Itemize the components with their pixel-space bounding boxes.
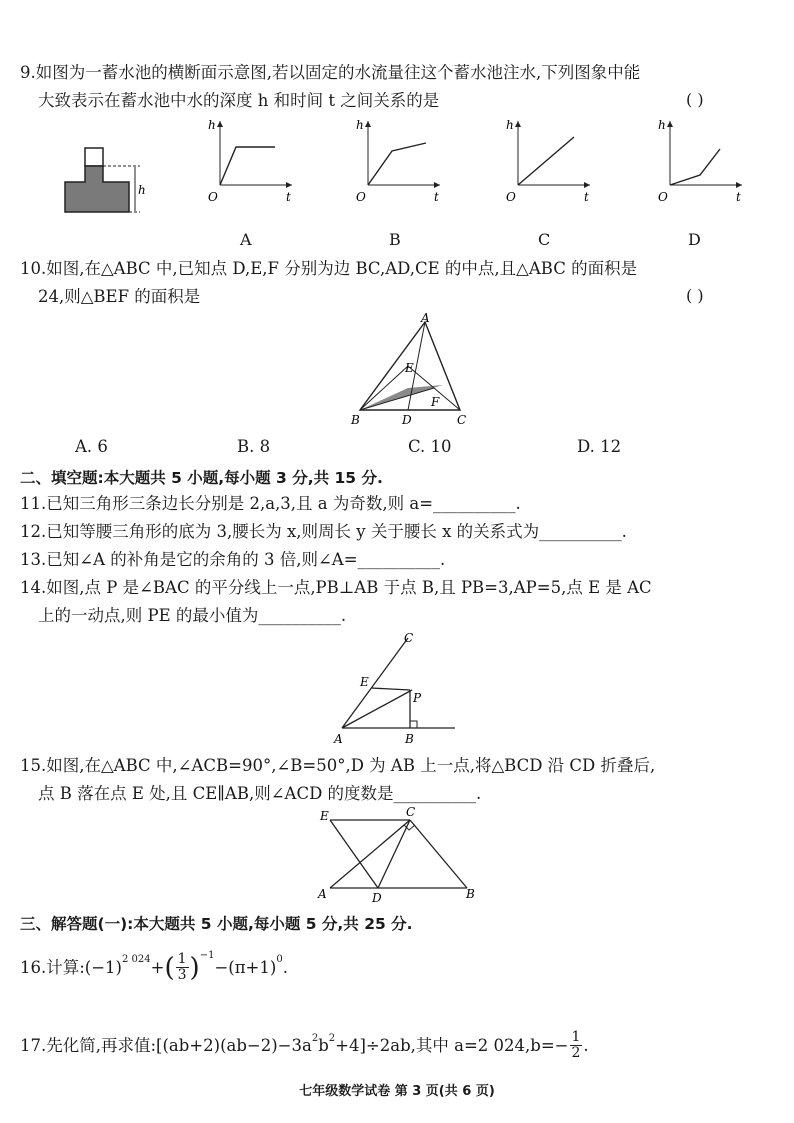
q17-sup2: 2 bbox=[328, 1032, 336, 1044]
graph-c bbox=[498, 115, 598, 220]
segment-be bbox=[360, 366, 408, 410]
graph-b bbox=[348, 115, 448, 220]
q10-figure bbox=[345, 312, 475, 430]
q14-point-b: B bbox=[405, 732, 414, 746]
segment-ac bbox=[330, 820, 410, 888]
section-2-heading: 二、填空题:本大题共 5 小题,每小题 3 分,共 15 分. bbox=[20, 469, 383, 487]
graph-a bbox=[200, 115, 300, 220]
q10-line2: 24,则△BEF 的面积是 bbox=[38, 287, 201, 306]
q15-point-b: B bbox=[466, 887, 475, 901]
page-footer: 七年级数学试卷 第 3 页(共 6 页) bbox=[299, 1084, 495, 1099]
pool-water bbox=[65, 166, 129, 212]
q17-frac-num: 1 bbox=[571, 1029, 581, 1045]
graph-b-y-arrow bbox=[365, 121, 371, 127]
q16-end: . bbox=[282, 957, 288, 977]
pool-figure bbox=[55, 140, 160, 220]
graph-d-y-arrow bbox=[667, 121, 673, 127]
pool-h-label: h bbox=[138, 183, 146, 197]
graph-b-x-arrow bbox=[434, 182, 440, 188]
q10-line1: 10.如图,在△ABC 中,已知点 D,E,F 分别为边 BC,AD,CE 的中点,且△ABC 的面积是 bbox=[20, 259, 638, 278]
option-a-label: A bbox=[240, 230, 252, 249]
q9-answer-paren: ( ) bbox=[686, 90, 704, 109]
q14-line1: 14.如图,点 P 是∠BAC 的平分线上一点,PB⊥AB 于点 B,且 PB=3,AP=5,点 E 是 AC bbox=[20, 578, 652, 597]
q10-point-e: E bbox=[405, 361, 414, 375]
q10-choice-d: D. 12 bbox=[577, 437, 622, 456]
q17-sup1: 2 bbox=[311, 1032, 319, 1044]
q14-line2: 上的一动点,则 PE 的最小值为__________. bbox=[38, 606, 347, 625]
graph-a-h: h bbox=[208, 118, 216, 132]
q10-point-d: D bbox=[402, 413, 412, 427]
q17-frac-den: 2 bbox=[571, 1045, 581, 1061]
q17-mid2: +4]÷2ab,其中 a=2 024,b=− bbox=[335, 1035, 569, 1055]
q15-point-e: E bbox=[320, 809, 329, 823]
q10-answer-paren: ( ) bbox=[686, 286, 704, 305]
graph-c-t: t bbox=[584, 190, 589, 204]
q13-text: 13.已知∠A 的补角是它的余角的 3 倍,则∠A=__________. bbox=[20, 550, 446, 569]
q9-line2: 大致表示在蓄水池中水的深度 h 和时间 t 之间关系的是 bbox=[38, 91, 440, 110]
q14-point-e: E bbox=[360, 675, 369, 689]
graph-b-o: O bbox=[356, 190, 366, 204]
segment-ep bbox=[371, 688, 410, 690]
q10-choice-c: C. 10 bbox=[408, 437, 452, 456]
graph-d-curve bbox=[670, 149, 720, 185]
q12-text: 12.已知等腰三角形的底为 3,腰长为 x,则周长 y 关于腰长 x 的关系式为__________. bbox=[20, 522, 627, 541]
q14-point-c: C bbox=[404, 631, 414, 645]
segment-cd bbox=[378, 820, 410, 888]
q15-point-d: D bbox=[372, 891, 382, 905]
graph-a-y-arrow bbox=[217, 121, 223, 127]
q17-text: 17.先化简,再求值:[(ab+2)(ab−2)−3a bbox=[20, 1035, 312, 1055]
q15-line1: 15.如图,在△ABC 中,∠ACB=90°,∠B=50°,D 为 AB 上一点,将△BCD 沿 CD 折叠后, bbox=[20, 756, 656, 775]
q16-exp3: 0 bbox=[276, 953, 283, 965]
q14-figure bbox=[330, 630, 465, 748]
q16-plus: + bbox=[150, 957, 165, 977]
bisector-ap bbox=[342, 690, 412, 728]
q10-point-c: C bbox=[457, 413, 467, 427]
segment-bf bbox=[360, 388, 434, 410]
q16-frac-den: 3 bbox=[177, 967, 187, 983]
graph-b-t: t bbox=[434, 190, 439, 204]
q16-lparen: ( bbox=[164, 952, 175, 983]
graph-a-curve bbox=[220, 147, 275, 185]
ray-ac bbox=[342, 638, 408, 728]
q16-tail: −(π+1) bbox=[214, 957, 277, 977]
graph-c-h: h bbox=[506, 118, 514, 132]
graph-b-h: h bbox=[356, 118, 364, 132]
graph-a-x-arrow bbox=[286, 182, 292, 188]
right-angle-mark bbox=[410, 721, 417, 728]
graph-c-x-arrow bbox=[584, 182, 590, 188]
q16-exp1: 2 024 bbox=[122, 953, 151, 965]
q16-exp2: −1 bbox=[199, 949, 215, 961]
q17-mid1: b bbox=[318, 1035, 329, 1055]
q14-point-a: A bbox=[334, 732, 343, 746]
graph-d-o: O bbox=[658, 190, 668, 204]
graph-a-o: O bbox=[208, 190, 218, 204]
option-b-label: B bbox=[389, 230, 401, 249]
graph-d-x-arrow bbox=[736, 182, 742, 188]
q15-line2: 点 B 落在点 E 处,且 CE∥AB,则∠ACD 的度数是__________. bbox=[38, 784, 482, 803]
q15-figure bbox=[312, 806, 482, 906]
q11-text: 11.已知三角形三条边长分别是 2,a,3,且 a 为奇数,则 a=__________. bbox=[20, 494, 521, 513]
q16-frac-num: 1 bbox=[177, 951, 187, 967]
graph-a-t: t bbox=[286, 190, 291, 204]
graph-d bbox=[650, 115, 750, 220]
graph-d-t: t bbox=[736, 190, 741, 204]
q17-fraction bbox=[570, 1030, 583, 1061]
q10-point-f: F bbox=[431, 395, 440, 409]
q15-point-c: C bbox=[406, 806, 416, 819]
pool-top-empty bbox=[85, 148, 103, 166]
section-3-heading: 三、解答题(一):本大题共 5 小题,每小题 5 分,共 25 分. bbox=[20, 915, 413, 933]
option-c-label: C bbox=[538, 230, 551, 249]
graph-c-y-arrow bbox=[515, 121, 521, 127]
graph-d-h: h bbox=[658, 118, 666, 132]
q14-point-p: P bbox=[413, 691, 422, 705]
graph-c-curve bbox=[518, 137, 574, 185]
q10-point-b: B bbox=[351, 413, 360, 427]
q10-choice-a: A. 6 bbox=[75, 437, 108, 456]
q16-fraction bbox=[176, 952, 189, 983]
graph-c-o: O bbox=[506, 190, 516, 204]
q10-choice-b: B. 8 bbox=[237, 437, 271, 456]
q16-prefix: 16.计算:(−1) bbox=[20, 957, 122, 977]
q9-line1: 9.如图为一蓄水池的横断面示意图,若以固定的水流量往这个蓄水池注水,下列图象中能 bbox=[20, 63, 641, 82]
option-d-label: D bbox=[688, 230, 701, 249]
q16-rparen: ) bbox=[189, 952, 200, 983]
q17-expression bbox=[20, 1030, 589, 1061]
segment-cb bbox=[410, 820, 467, 888]
q17-end: . bbox=[583, 1035, 589, 1055]
graph-b-curve bbox=[368, 143, 426, 185]
q16-expression bbox=[20, 949, 288, 983]
q10-point-a: A bbox=[421, 312, 430, 325]
q15-point-a: A bbox=[318, 887, 327, 901]
